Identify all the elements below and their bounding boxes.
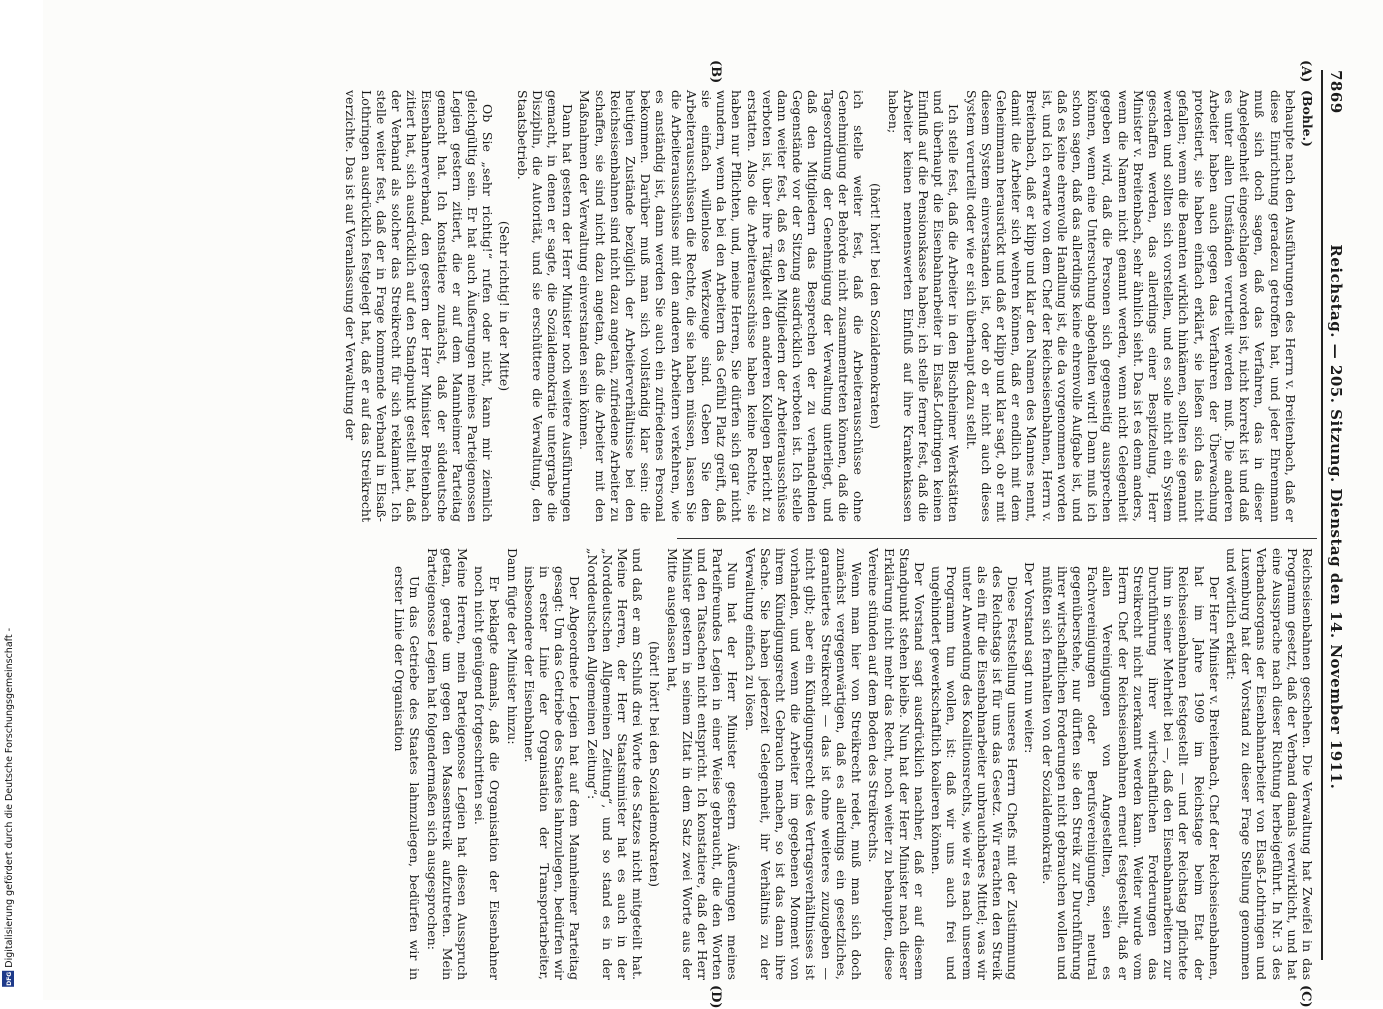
column-divider xyxy=(677,538,1317,539)
paragraph: Diese Feststellung unseres Herrn Chefs mit der Zustimmung des Reichstags ist für uns das Gesetz. Wir erachten den Streik als ein für die Eisenbahnarbeiter unbrauchbares Mittel; was wir unter Anwendung des Koalitionsrechts, wie wir es nach unserem Programm tun wollen, ist: daß wir uns auch frei und ungehindert gewerkschaftlich koalieren können. xyxy=(929,566,1021,980)
digitization-credit xyxy=(2,628,15,990)
margin-marker-b: (B) xyxy=(708,60,723,84)
paragraph: Dann fügte der Minister hinzu: xyxy=(504,548,520,745)
paragraph: Meine Herren, mein Parteigenosse Legien hat diesen Ausspruch getan, gerade um gegen den Massenstreik aufzutreten. Mein Parteigenosse Legien hat folgendermaßen sich ausgesprochen: xyxy=(424,548,471,980)
paragraph: und daß er am Schluß drei Worte des Satzes nicht mitgeteilt hat. Meine Herren, der Herr Staatsminister hat es auch in der „Norddeutschen Allgemeinen Zeitung“, und so stand es in der „Norddeutschen Allgemeinen Zeitung“: xyxy=(584,548,646,980)
header-rule xyxy=(1321,70,1323,960)
paragraph: Wenn man hier von Streikrecht redet, muß man sich doch zunächst vergegenwärtigen, daß es allerdings ein gesetzliches, garantiertes Streikrecht — das ist ohne weiteres zuzugeben — nicht gibt; aber ein Kündigungsrecht des Vertragsverhältnisses ist vorhanden, und wenn die Arbeiter im gegebenen Moment von ihrem Kündigungsrecht Gebrauch machen, so ist das dann ihre Sache. Sie haben jederzeit Gelegenheit, ihr Verhältnis zu der Verwaltung einfach zu lösen. xyxy=(742,548,865,980)
paragraph: Reichseisenbahnen geschehen. Die Verwaltung hat Zweifel in das Programm gesetzt, daß der Verband damals verwirklicht, und hat eine Aussprache nach dieser Richtung herbeigeführt. In Nr. 3 des Verbandsorgans der Eisenbahnarbeiter von Elsaß-Lothringen und Luxemburg hat der Vorstand zu dieser Frage Stellung genommen und wörtlich erklärt: xyxy=(1223,548,1315,980)
paragraph: Der Herr Minister v. Breitenbach, Chef der Reichseisenbahnen, hat im Jahre 1909 im Reichstage beim Etat der Reichseisenbahnen festgestellt — und der Reichstag pflichtete ihm in seiner Mehrheit bei —, daß den Eisenbahnarbeitern zur Durchführung ihrer wirtschaftlichen Forderungen das Streikrecht nicht zuerkannt werden kann. Weiter wurde vom Herrn Chef der Reichseisenbahnen erneut festgestellt, daß er allen Vereinigungen von Angestellten, seien es Fachvereinigungen oder Berufsvereinigungen, neutral gegenüberstehe, nur dürften sie den Streik zur Durchführung ihrer wirtschaftlichen Forderungen nicht gebrauchen wollen und müßten sich fernhalten von der Sozialdemokratie. xyxy=(1039,566,1222,980)
page-number: 7869 xyxy=(1327,70,1345,114)
left-text-column xyxy=(341,90,1315,522)
paragraph: Dann hat gestern der Herr Minister noch weitere Ausführungen gemacht, in denen er sagte, die Sozialdemokratie untergrabe die Disziplin, die Autorität, und sie erschüttere die Verwaltung, den Staatsbetrieb. xyxy=(514,90,576,522)
paragraph: Er beklagte damals, daß die Organisation der Eisenbahner noch nicht genügend fortgeschritten sei. xyxy=(472,566,503,980)
paragraph: Um das Getriebe des Staates lahmzulegen, bedürfen wir in erster Linie der Organisation xyxy=(392,566,423,980)
credit-text: Digitalisierung gefördert durch die Deutsche Forschungsgemeinschaft - xyxy=(4,628,15,968)
paragraph: Ob Sie „sehr richtig!“ rufen oder nicht, kann mir ziemlich gleichgültig sein. Er hat auch Äußerungen meines Parteigenossen Legien gestern zitiert, die er auf dem Mannheimer Parteitag gemacht hat. Ich konstatiere zunächst, daß der süddeutsche Eisenbahnerverband, den gestern der Herr Minister Breitenbach zitiert hat, sich ausdrücklich auf den Standpunkt gestellt hat, daß der Verband als solcher das Streikrecht für sich reklamiert. Ich stelle weiter fest, daß der in Frage kommende Verband in Elsaß-Lothringen ausdrücklich festgelegt hat, daß er auf das Streikrecht verzichte. Das ist auf Veranlassung der Verwaltung der xyxy=(343,90,496,522)
margin-marker-c: (C) xyxy=(1298,985,1313,1008)
paragraph: behaupte nach den Ausführungen des Herrn v. Breitenbach, daß er diese Einrichtung geradezu getroffen hat, und jeder Ehrenmann muß sich doch sagen, daß das Verfahren, das in dieser Angelegenheit eingeschlagen worden ist, nicht korrekt ist und daß es unter allen Umständen verurteilt werden muß. Die anderen Arbeiter haben auch gegen das Verfahren der Überwachung protestiert, sie haben einfach erklärt, sie ließen sich das nicht gefallen; wenn die Beamten wirklich hinkämen, sollten sie genannt werden und sollten sich vorstellen, und es solle nicht ein System geschaffen werden, das allerdings einer Bespitzelung, Herr Minister v. Breitenbach, sehr ähnlich sieht. Das ist es denn anders, wenn die Namen nicht genannt werden, wenn nicht Gelegenheit gegeben wird, daß die Personen sich gegenseitig aussprechen können, wenn eine Untersuchung abgehalten wird! Dann muß ich schon sagen, daß das allerdings keine ehrenvolle Aufgabe ist, und daß es keine ehrenvolle Handlung ist, die da vorgenommen worden ist, und ich erwarte von dem Chef der Reichseisenbahnen, Herrn v. Breitenbach, daß er klipp und klar den Namen des Mannes nennt, damit die Arbeiter sich wehren können, daß er endlich mit dem Geheimmann herausrückt und daß er klipp und klar sagt, ob er mit diesem System einverstanden ist, oder ob er nicht auch dieses System verurteilt oder wie er sich überhaupt dazu stellt. xyxy=(963,90,1298,522)
paragraph: (Sehr richtig! in der Mitte) xyxy=(497,220,513,392)
paragraph: Der Abgeordnete Legien hat auf dem Mannheimer Parteitag gesagt: Um das Getriebe des Staates lahmzulegen, bedürfen wir in erster Linie der Organisation der Transportarbeiter, insbesondere der Eisenbahner. xyxy=(521,566,583,980)
page-title: Reichstag. — 205. Sitzung. Dienstag den 14. November 1911. xyxy=(1327,244,1345,790)
paragraph: Der Vorstand sagt ausdrücklich nachher, daß er auf diesem Standpunkt stehen bleibe. Nun hat der Herr Minister nach dieser Erklärung nicht mehr das Recht, noch weiter zu behaupten, diese Vereine stünden auf dem Boden des Streikrechts. xyxy=(866,548,927,980)
right-text-column xyxy=(390,548,1315,980)
paragraph: (hört! hört! bei den Sozialdemokraten) xyxy=(647,640,663,888)
paragraph: (hört! hört! bei den Sozialdemokraten) xyxy=(868,182,884,430)
digitization-credit-strip xyxy=(0,0,16,1000)
paragraph: Ich stelle fest, daß die Arbeiter in den Bischheimer Werkstätten und überhaupt die Eisenbahnarbeiter in Elsaß-Lothringen keinen Einfluß auf die Pensionskasse haben; ich stelle ferner fest, daß die Arbeiter keinen nennenswerten Einfluß auf ihre Krankenkassen haben; xyxy=(885,90,962,522)
paragraph: (Bohle.) xyxy=(1300,90,1315,147)
paragraph: ich stelle weiter fest, daß die Arbeiterausschüsse ohne Genehmigung der Behörde nicht zusammentreten können, daß die Tagesordnung der Genehmigung der Verwaltung unterliegt, und daß den Mitgliedern das Besprechen der zu verhandelnden Gegenstände vor der Sitzung ausdrücklich verboten ist. Ich stelle dann weiter fest, daß es den Mitgliedern der Arbeiterausschüsse verboten ist, über ihre Tätigkeit den anderen Kollegen Bericht zu erstatten. Also die Arbeiterausschüsse haben keine Rechte, sie haben nur Pflichten, und, meine Herren, Sie dürfen sich gar nicht wundern, wenn da bei den Arbeitern das Gefühl Platz greift, daß sie einfach willenlose Werkzeuge sind. Geben Sie den Arbeiterausschüssen die Rechte, die sie haben müssen, lassen Sie die Arbeiterausschüsse mit den anderen Arbeitern verkehren, wie es anständig ist, dann werden Sie auch ein zufriedenes Personal bekommen. Darüber muß man sich vollständig klar sein: die heutigen Zustände bezüglich der Arbeiterverhältnisse bei den Reichseisenbahnen sind nicht dazu angetan, zufriedene Arbeiter zu schaffen, sie sind nicht dazu angetan, daß die Arbeiter mit den Maßnahmen der Verwaltung einverstanden sein können. xyxy=(577,90,867,522)
rotated-page xyxy=(43,0,1383,1009)
paragraph: Der Vorstand sagt nun weiter: xyxy=(1022,562,1038,754)
page-header xyxy=(1325,70,1347,960)
margin-marker-a: (A) xyxy=(1298,60,1313,83)
paragraph: Nun hat der Herr Minister gestern Äußerungen meines Parteifreundes Legien in einer Weise gebraucht, die den Worten und den Tatsachen nicht entspricht. Ich konstatiere, daß der Herr Minister gestern in seinem Zitat in dem Satz zwei Worte aus der Mitte ausgelassen hat, xyxy=(664,548,741,980)
dfg-logo: DFG xyxy=(2,971,14,987)
margin-marker-d: (D) xyxy=(708,985,723,1009)
